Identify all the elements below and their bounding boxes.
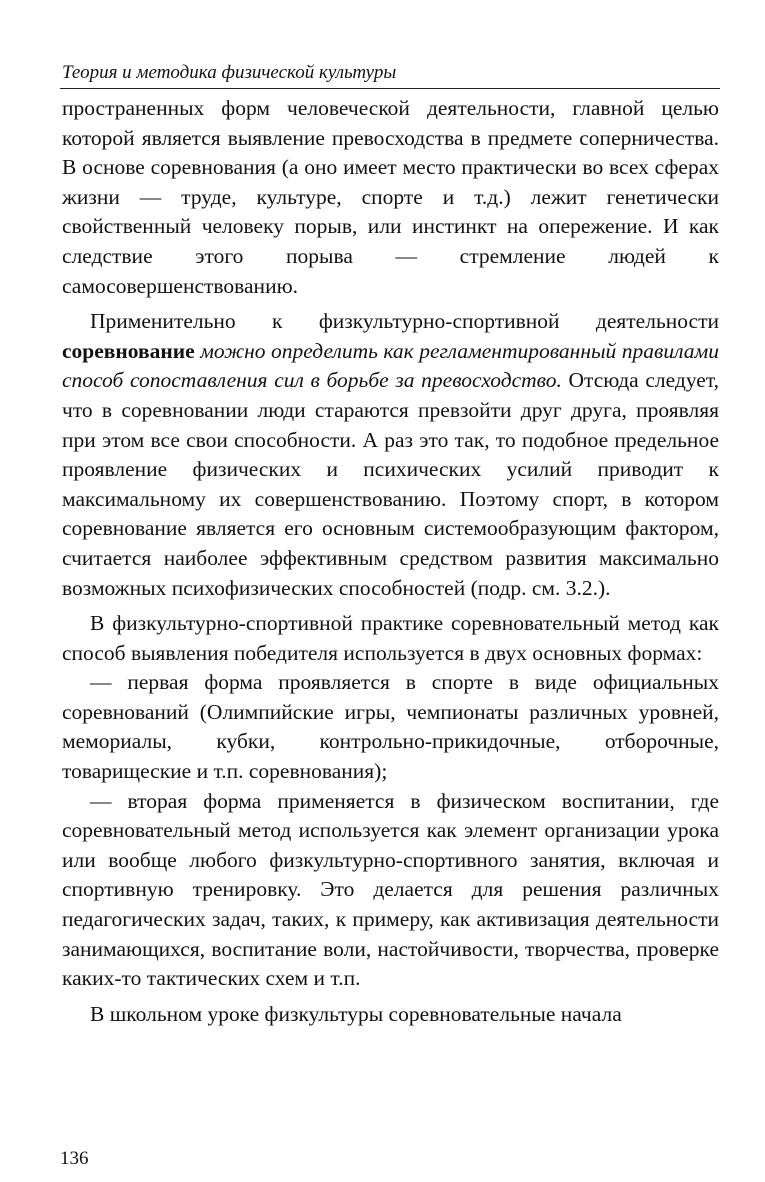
list-item-first-form: — первая форма проявляется в спорте в виде официальных соревнований (Олимпийские игры, чемпионаты различных уровней, мемориалы, кубки, контрольно-прикидочные, отборочные, товарищеские и т.п. соревнования);: [62, 670, 719, 784]
header-rule: [60, 88, 720, 89]
paragraph-2: [62, 307, 719, 603]
list-item-second-form: — вторая форма применяется в физическом воспитании, где соревновательный метод используется как элемент организации урока или вообще любого физкультурно-спортивного занятия, включая и спортивную тренировку. Это делается для решения различных педагогических задач, таких, к примеру, как активизация деятельности занимающихся, воспитание воли, настойчивости, творчества, проверке каких-то тактических схем и т.п.: [62, 788, 719, 991]
term-sorevnovanie: соревнование: [62, 338, 195, 363]
paragraph-6: В школьном уроке физкультуры соревновательные начала: [90, 1001, 622, 1026]
running-header: Теория и методика физической культуры: [62, 62, 397, 83]
page-body: [62, 94, 719, 1029]
paragraph-1: пространенных форм человеческой деятельности, главной целью которой является выявление превосходства в предмете соперничества. В основе соревнования (а оно имеет место практически во всех сферах жизни — труде, культуре, спорте и т.д.) лежит генетически свойственный человеку порыв, или инстинкт на опережение. И как следствие этого порыва — стремление людей к самосовершенствованию.: [62, 96, 719, 298]
definition-text: можно определить как регламентированный правилами способ сопоставления сил в борьбе за превосходство.: [62, 338, 719, 393]
paragraph-2-start: Применительно к физкультурно-спортивной деятельности: [90, 309, 719, 334]
page-number: 136: [60, 1148, 89, 1169]
paragraph-3: В физкультурно-спортивной практике соревновательный метод как способ выявления победителя используется в двух основных формах:: [62, 611, 719, 665]
paragraph-2-rest: Отсюда следует, что в соревновании люди стараются превзойти друг друга, проявляя при этом все свои способности. А раз это так, то подобное предельное проявление физических и психических усилий приводит к максимальному их совершенствованию. Поэтому спорт, в котором соревнование является его основным системообразующим фактором, считается наиболее эффективным средством развития максимально возможных психофизических способностей (подр. см. 3.2.).: [62, 368, 719, 600]
